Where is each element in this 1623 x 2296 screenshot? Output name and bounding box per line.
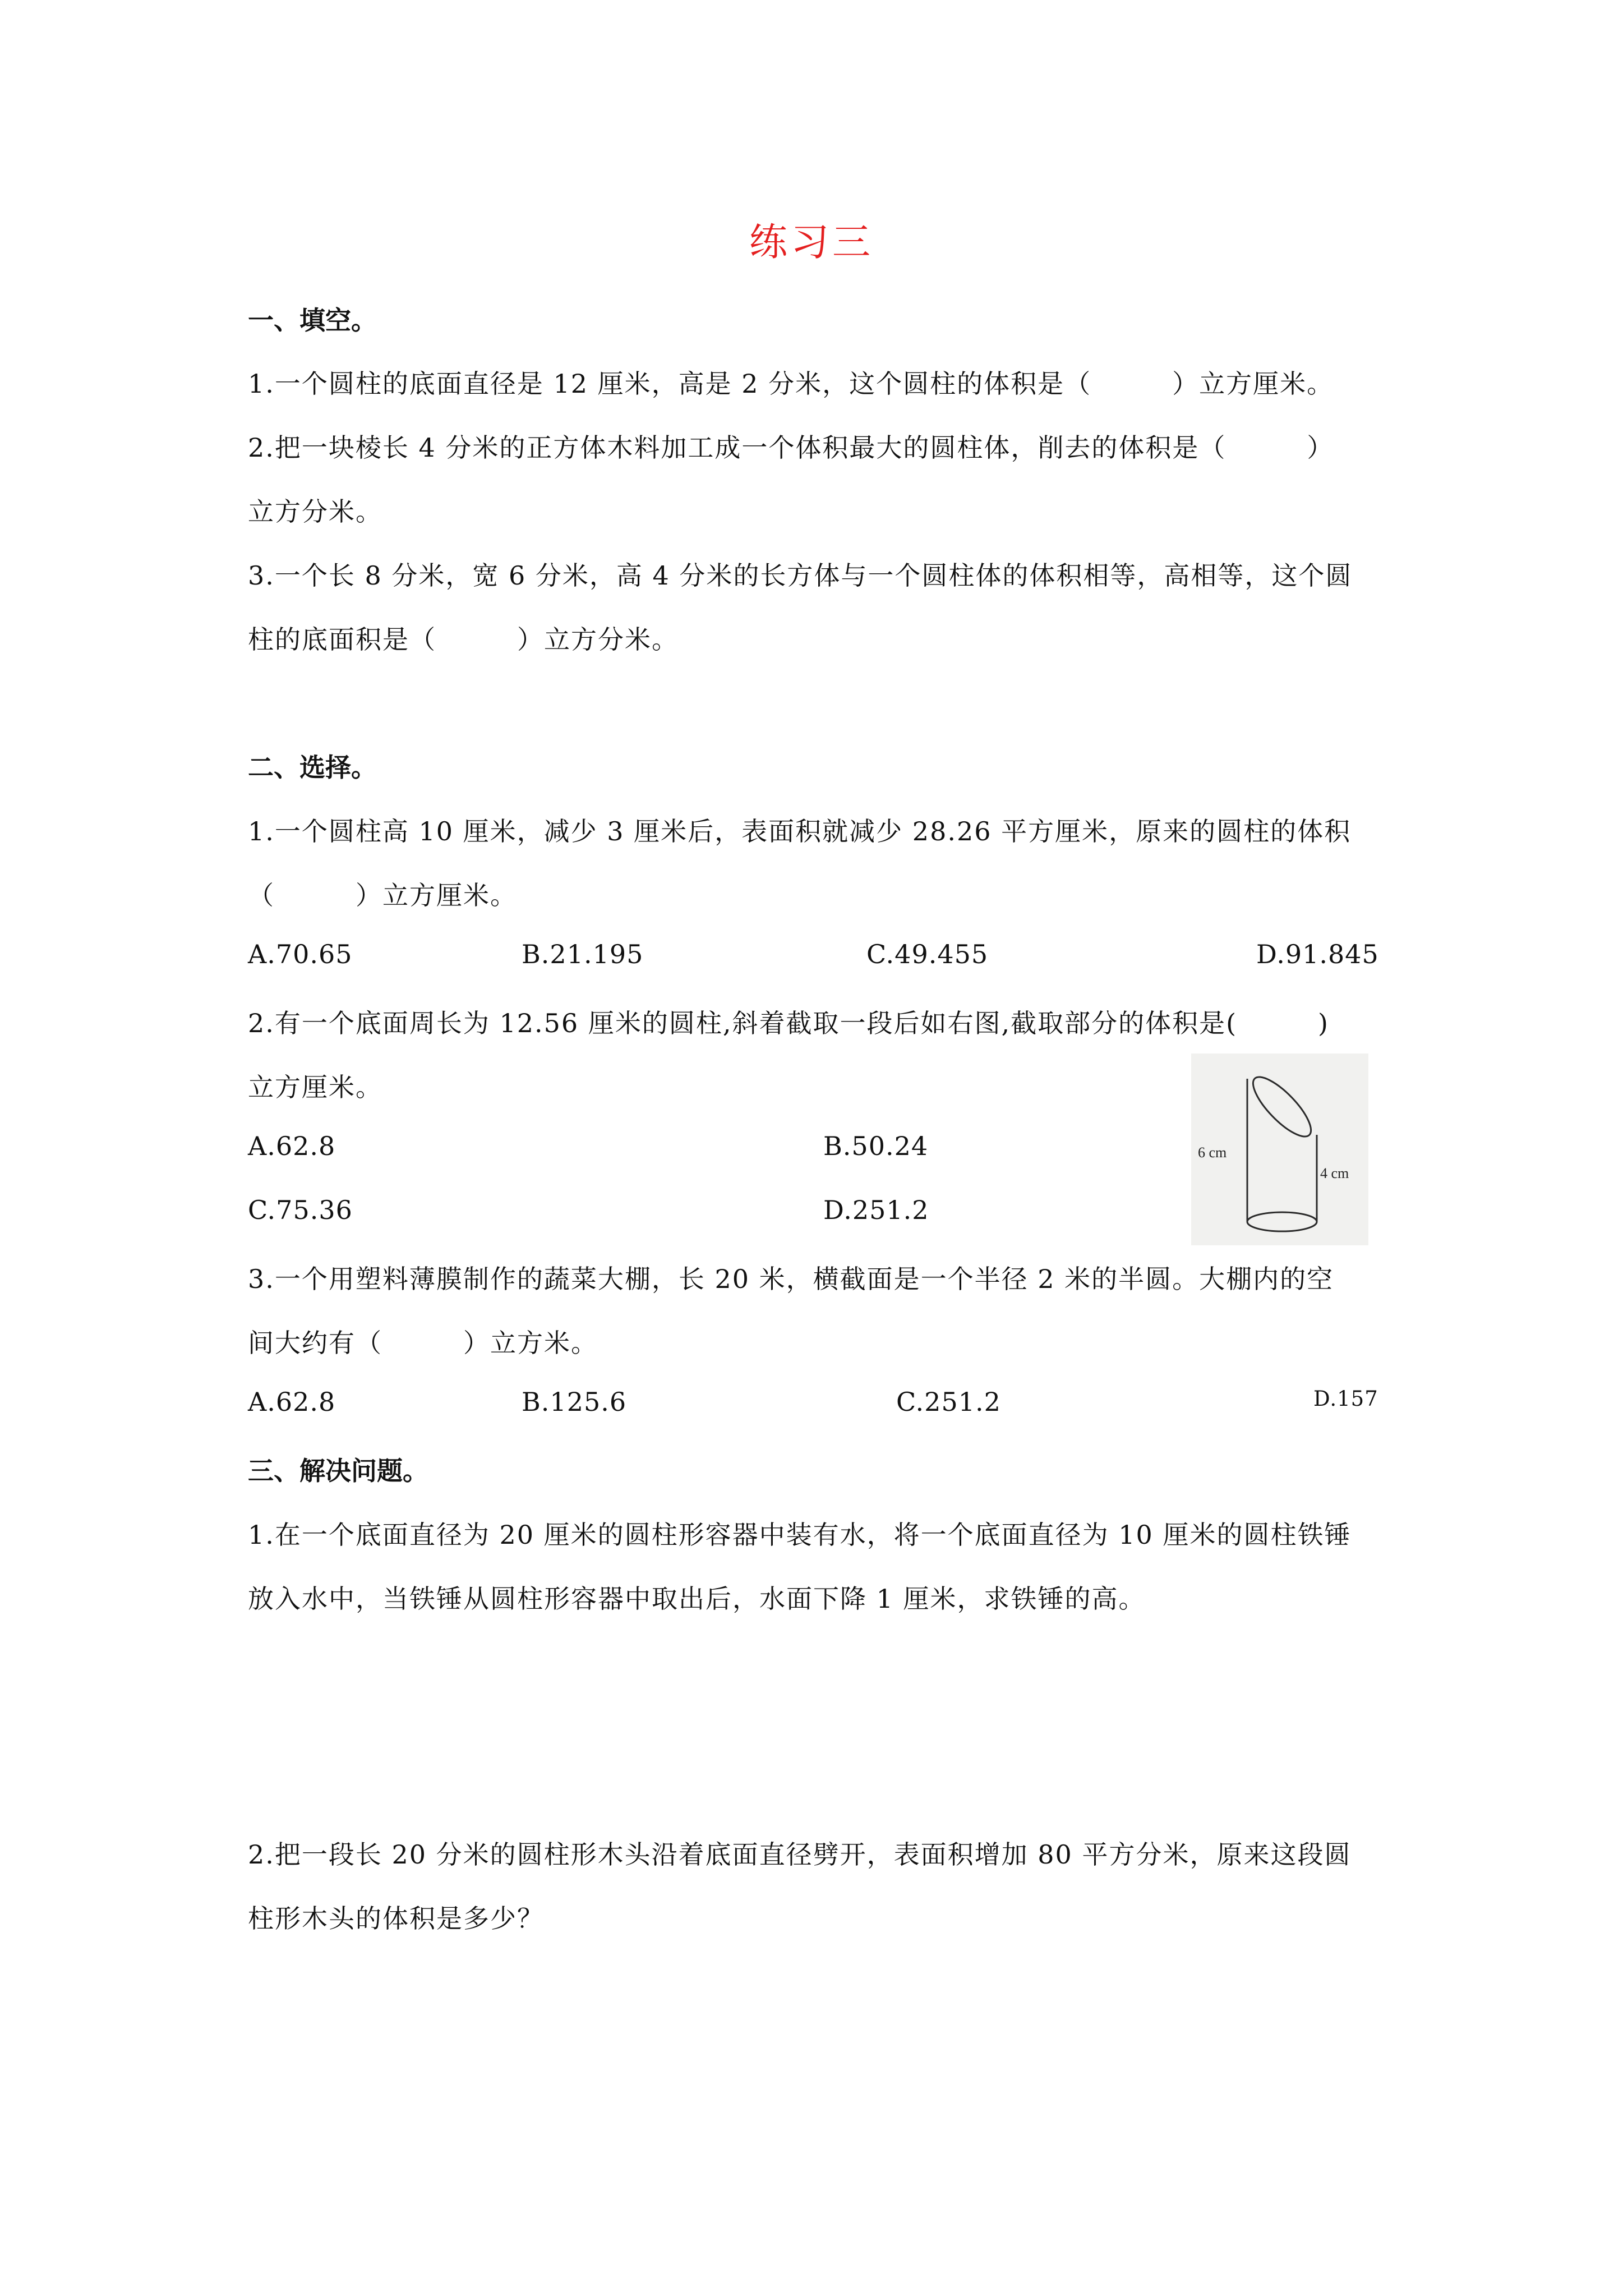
question-2-2-line2: 立方厘米。 <box>248 1072 382 1102</box>
question-2-1-line1: 1.一个圆柱高 10 厘米，减少 3 厘米后，表面积就减少 28.26 平方厘米，原来的圆柱的体积 <box>248 816 1352 846</box>
question-3-2-line2: 柱形木头的体积是多少？ <box>248 1903 544 1934</box>
section-heading-multiple-choice: 二、选择。 <box>248 752 377 783</box>
question-3-1-line1: 1.在一个底面直径为 20 厘米的圆柱形容器中装有水，将一个底面直径为 10 厘米的圆柱铁锤 <box>248 1520 1352 1550</box>
option-2-2-a: A.62.8 <box>248 1131 336 1161</box>
question-1-2-line1: 2.把一块棱长 4 分米的正方体木料加工成一个体积最大的圆柱体，削去的体积是（ ） <box>248 432 1334 463</box>
page-title: 练习三 <box>749 220 874 265</box>
question-2-3-line2: 间大约有（ ）立方米。 <box>248 1328 598 1358</box>
section-heading-problem-solving: 三、解决问题。 <box>248 1456 428 1486</box>
question-1-1: 1.一个圆柱的底面直径是 12 厘米，高是 2 分米，这个圆柱的体积是（ ）立方厘米。 <box>248 369 1334 399</box>
section-heading-fill-blank: 一、填空。 <box>248 305 377 335</box>
option-2-2-d: D.251.2 <box>823 1195 929 1225</box>
option-2-3-a: A.62.8 <box>248 1387 336 1417</box>
question-2-2-line1: 2.有一个底面周长为 12.56 厘米的圆柱,斜着截取一段后如右图,截取部分的体积是( ) <box>248 1008 1329 1038</box>
option-2-1-b: B.21.195 <box>522 939 644 969</box>
question-2-3-line1: 3.一个用塑料薄膜制作的蔬菜大棚，长 20 米，横截面是一个半径 2 米的半圆。大棚内的空 <box>248 1264 1334 1294</box>
cut-cylinder-figure <box>1191 1053 1368 1245</box>
question-1-2-line2: 立方分米。 <box>248 496 382 527</box>
question-2-1-line2: （ ）立方厘米。 <box>248 880 517 910</box>
height-label-left: 6 cm <box>1198 1144 1227 1161</box>
option-2-3-d: D.157 <box>1313 1387 1378 1411</box>
option-2-3-b: B.125.6 <box>522 1387 627 1417</box>
option-2-1-d: D.91.845 <box>1256 939 1379 969</box>
question-1-3-line2: 柱的底面积是（ ）立方分米。 <box>248 624 679 655</box>
cut-cylinder-drawing <box>1191 1053 1368 1245</box>
option-2-2-b: B.50.24 <box>823 1131 929 1161</box>
question-3-2-line1: 2.把一段长 20 分米的圆柱形木头沿着底面直径劈开，表面积增加 80 平方分米，原来这段圆 <box>248 1839 1352 1870</box>
option-2-1-c: C.49.455 <box>866 939 989 969</box>
option-2-3-c: C.251.2 <box>896 1387 1001 1417</box>
height-label-right: 4 cm <box>1320 1165 1349 1181</box>
question-3-1-line2: 放入水中，当铁锤从圆柱形容器中取出后，水面下降 1 厘米，求铁锤的高。 <box>248 1584 1146 1614</box>
question-1-3-line1: 3.一个长 8 分米，宽 6 分米，高 4 分米的长方体与一个圆柱体的体积相等，高相等，这个圆 <box>248 560 1353 591</box>
option-2-1-a: A.70.65 <box>248 939 353 969</box>
option-2-2-c: C.75.36 <box>248 1195 353 1225</box>
